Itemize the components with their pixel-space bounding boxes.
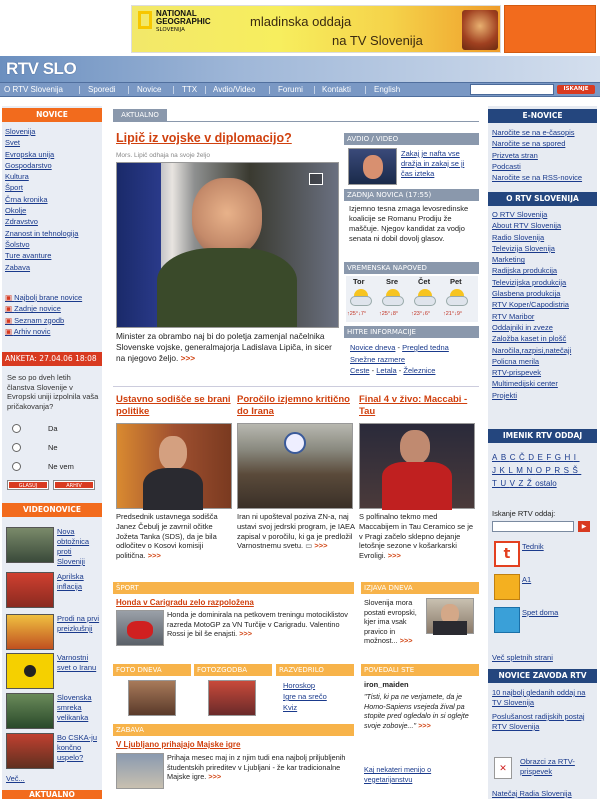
nav-forumi[interactable]: Forumi: [278, 85, 303, 94]
story-3-title[interactable]: Final 4 v živo: Maccabi - Tau: [359, 394, 468, 417]
story-1-photo[interactable]: [116, 423, 232, 509]
povedali-header: POVEDALI STE: [361, 664, 479, 676]
foto-dneva-header: FOTO DNEVA: [113, 664, 191, 676]
letter-ostalo[interactable]: ostalo: [535, 479, 557, 488]
arrow-icon: ▣: [5, 326, 14, 336]
imenik-search-input[interactable]: [492, 521, 574, 532]
quick-zeleznice[interactable]: Železnice: [403, 366, 436, 375]
cat-slovenija[interactable]: Slovenija: [5, 127, 36, 136]
advert-banner[interactable]: [131, 5, 501, 53]
nav-novice[interactable]: Novice: [137, 85, 162, 94]
letter-z[interactable]: Z: [518, 479, 527, 488]
sport-more[interactable]: >>>: [239, 629, 252, 639]
zabava-photo[interactable]: [116, 753, 164, 789]
story-1-text: Predsednik ustavnega sodišča Janez Čebulj je zavrnil očitke Jožeta Tanka (SDS), da je bila odločitev o Kosovi komisiji politična. >>>: [116, 512, 218, 561]
poll-option-ne: Ne: [48, 443, 58, 452]
search-button[interactable]: ISKANJE: [557, 85, 595, 94]
link-prizveta[interactable]: Prizveta stran: [492, 150, 538, 160]
advert-orange-box[interactable]: [504, 5, 596, 53]
ng-subtitle: SLOVENIJA: [156, 27, 185, 33]
cat-sport[interactable]: Šport: [5, 183, 23, 193]
weather-day-3: Čet: [418, 277, 431, 286]
photo-uniform: [157, 248, 297, 328]
letter-z-caron[interactable]: Ž: [526, 479, 536, 488]
letter-i[interactable]: I: [573, 453, 580, 462]
national-geographic-logo: [134, 8, 214, 52]
story-2-photo[interactable]: [237, 423, 353, 509]
main-nav: O RTV Slovenija | Sporedi | Novice | TTX | Avdio/Video | Forumi | Kontakti | English: [0, 82, 600, 97]
cat-ture[interactable]: Ture avanture: [5, 251, 52, 261]
story-3-more[interactable]: >>>: [387, 551, 401, 561]
letter-u[interactable]: U: [500, 479, 510, 488]
povedali-link[interactable]: Kaj nekateri menijo o vegetarijanstvu: [364, 765, 432, 784]
video-thumb-4[interactable]: [6, 653, 54, 689]
imenik-search-button[interactable]: ▶: [578, 521, 590, 532]
video-thumb-6[interactable]: [6, 733, 54, 769]
cat-eu[interactable]: Evropska unija: [5, 149, 55, 159]
letter-c[interactable]: C: [509, 453, 519, 462]
latest-news-text: Izjemno tesna zmaga levosredinske koalicije se Romanu Prodiju že maščuje. Njegov kandidat za vodjo senata ni dobil dovolj glasov.: [349, 204, 469, 243]
sport-text: Honda je dominirala na petkovem treningu motociklistov razreda MotoGP za VN Turčije v Carigradu. Valentino Rossi je bil še enajsti. >>>: [167, 610, 348, 639]
quick-info-header: HITRE INFORMACIJE: [344, 326, 479, 338]
weather-day-4: Pet: [450, 277, 462, 286]
povedali-more[interactable]: >>>: [418, 720, 431, 730]
sport-title[interactable]: Honda v Carigradu zelo razpoložena: [116, 598, 254, 607]
video-link-6[interactable]: Bo CSKA-ju končno uspelo?: [57, 733, 98, 762]
novice-zavoda-4[interactable]: Natečaj Radia Slovenija: [492, 789, 572, 798]
imenik-search-label: Iskanje RTV oddaj:: [492, 509, 556, 518]
letter-o[interactable]: O: [535, 466, 546, 475]
letter-g[interactable]: G: [554, 453, 565, 462]
link-about-7[interactable]: Glasbena produkcija: [492, 289, 561, 299]
video-icon: ▭: [305, 541, 315, 551]
sub-arhiv[interactable]: ▣ Arhiv novic: [5, 326, 51, 336]
letter-m[interactable]: M: [516, 466, 527, 475]
link-about-9[interactable]: RTV Maribor: [492, 311, 535, 321]
video-thumb-3[interactable]: [6, 614, 54, 650]
tednik-logo-icon[interactable]: t: [494, 541, 520, 567]
novice-header: NOVICE: [2, 108, 102, 122]
cat-svet[interactable]: Svet: [5, 138, 21, 148]
audio-video-header: AVDIO / VIDEO: [344, 133, 479, 145]
main-story-photo[interactable]: [116, 162, 339, 328]
enovice-list: [492, 127, 596, 183]
link-spored[interactable]: Naročite se na spored: [492, 139, 566, 149]
povedali-text: "Tisti, ki pa ne verjamete, da je Homo-Sapiens vsejeda žival pa stopite pred ogledalo in si oglejte svoje zobovje..." >>>: [364, 692, 469, 730]
search-input[interactable]: [470, 84, 554, 95]
foto-dneva-photo[interactable]: [128, 680, 176, 716]
link-about-13[interactable]: Policna merila: [492, 356, 540, 366]
sport-header: ŠPORT: [113, 582, 354, 594]
zabava-more[interactable]: >>>: [208, 772, 222, 782]
novice-zavoda-1[interactable]: 10 najbolj gledanih oddaj na TV Slovenija: [492, 688, 586, 707]
a1-logo-icon[interactable]: [494, 574, 520, 600]
quick-info-links: Novice dneva - Pregled tedna Snežne razmere Ceste - Letala - Železnice: [350, 343, 449, 375]
letter-t[interactable]: T: [492, 479, 501, 488]
letter-v[interactable]: V: [509, 479, 519, 488]
novice-zavoda-2[interactable]: Poslušanost radijskih postaj RTV Slovenija: [492, 712, 585, 731]
izjava-photo[interactable]: [426, 598, 474, 634]
more-websites-link[interactable]: Več spletnih strani: [492, 653, 553, 662]
divider: [113, 386, 479, 387]
sub-zadnje-novice[interactable]: ▣ Zadnje novice: [5, 304, 61, 314]
poll-option-da-radio[interactable]: [12, 424, 21, 433]
o-rtv-list: [492, 209, 596, 401]
letter-n[interactable]: N: [526, 466, 536, 475]
audio-video-link[interactable]: Zakaj je nafta vse dražja in zakaj se ji čas izteka: [401, 149, 465, 178]
weather-temp-4: ↑21°↓9°: [443, 311, 463, 317]
show-spet-doma[interactable]: Spet doma: [522, 608, 559, 617]
video-link-4[interactable]: Varnostni svet o Iranu: [57, 653, 97, 672]
news-category-list: [5, 126, 101, 273]
video-thumb-5[interactable]: [6, 693, 54, 729]
banner-text-2: na TV Slovenija: [332, 33, 423, 48]
weather-panel: [346, 276, 478, 322]
sun-cloud-icon: [350, 287, 374, 307]
video-thumb-2[interactable]: [6, 572, 54, 608]
cat-okolje[interactable]: Okolje: [5, 206, 27, 216]
letter-d[interactable]: D: [528, 453, 538, 462]
arrow-icon: ▣: [5, 304, 15, 314]
link-about-15[interactable]: Multimedijski center: [492, 379, 558, 389]
quick-letala[interactable]: Letala: [376, 366, 397, 375]
letter-index: [492, 451, 596, 490]
link-about-6[interactable]: Televizijska produkcija: [492, 277, 567, 287]
show-tednik[interactable]: Tednik: [522, 542, 544, 551]
enovice-header: E-NOVICE: [488, 109, 597, 123]
rtvslo-logo[interactable]: RTV SLO: [6, 59, 77, 78]
zabava-title[interactable]: V Ljubljano prihajajo Majske igre: [116, 740, 241, 749]
poll-header: ANKETA: 27.04.06 18:08: [2, 352, 102, 366]
razvedrilo-header: RAZVEDRILO: [276, 664, 354, 676]
letter-p[interactable]: P: [545, 466, 555, 475]
video-more-link[interactable]: Več...: [6, 774, 25, 783]
poll-option-nevem-radio[interactable]: [12, 462, 21, 471]
yellow-frame-icon: [138, 11, 152, 29]
zabava-text: Prihaja mesec maj in z njim tudi ena najbolj priljubljenih študentskih prireditev v Ljubljani - že kar tradicionalne Majske igre. >>>: [167, 753, 346, 782]
nav-o-rtv[interactable]: O RTV Slovenija: [4, 85, 63, 94]
link-about-12[interactable]: Naročila,razpisi,natečaji: [492, 345, 572, 355]
tab-aktualno[interactable]: AKTUALNO: [113, 109, 167, 121]
nav-english[interactable]: English: [374, 85, 401, 94]
video-link-1[interactable]: Nova obtožnica proti Sloveniji: [57, 527, 90, 566]
poll-archive-button[interactable]: ARHIV: [54, 481, 94, 489]
nav-avdio-video[interactable]: Avdio/Video: [213, 85, 256, 94]
letter-a[interactable]: A: [492, 453, 501, 462]
nav-ttx[interactable]: TTX: [182, 85, 198, 94]
story-2-more[interactable]: >>>: [314, 541, 328, 551]
weather-temp-3: ↑23°↓6°: [411, 311, 431, 317]
izjava-text: Slovenija mora postati evropski, kjer ima vsak pravico in možnost... >>>: [364, 598, 417, 646]
imenik-header: IMENIK RTV ODDAJ: [488, 429, 597, 443]
quick-novice-dneva[interactable]: Novice dneva: [350, 343, 396, 352]
arrow-icon: ▣: [5, 315, 15, 325]
letter-j[interactable]: J: [492, 466, 500, 475]
cat-kultura[interactable]: Kultura: [5, 172, 29, 182]
tab-divider: [113, 121, 479, 122]
novice-zavoda-3[interactable]: Obrazci za RTV-prispevek: [520, 757, 575, 776]
cat-zabava[interactable]: Zabava: [5, 262, 31, 272]
nav-kontakti[interactable]: Kontakti: [322, 85, 351, 94]
sun-cloud-icon: [414, 287, 438, 307]
story-1-more[interactable]: >>>: [147, 551, 161, 561]
letter-b[interactable]: B: [500, 453, 510, 462]
letter-e[interactable]: E: [537, 453, 547, 462]
poll-question: Se so po dveh letih članstva Slovenije v Evropski uniji izpolnila vaša pričakovanja?: [7, 373, 99, 411]
weather-temp-1: ↑25°↓7°: [347, 311, 367, 317]
weather-header: VREMENSKA NAPOVED: [344, 262, 479, 274]
quick-ceste[interactable]: Ceste: [350, 366, 370, 375]
iaea-logo-icon: [284, 432, 306, 454]
banner-text-1: mladinska oddaja: [250, 14, 352, 29]
video-thumb-1[interactable]: [6, 527, 54, 563]
cat-solstvo[interactable]: Šolstvo: [5, 239, 30, 249]
main-story-more[interactable]: >>>: [180, 353, 196, 363]
spet-doma-logo-icon[interactable]: [494, 607, 520, 633]
video-link-2[interactable]: Aprilska inflacija: [57, 572, 84, 591]
story-3-photo[interactable]: [359, 423, 475, 509]
sub-najbolj-brane[interactable]: ▣ Najbolj brane novice: [5, 293, 83, 302]
cat-zdravstvo[interactable]: Zdravstvo: [5, 217, 38, 227]
link-about-3[interactable]: Televizija Slovenija: [492, 243, 555, 253]
form-document-icon: ✕: [494, 757, 512, 779]
letter-k[interactable]: K: [499, 466, 509, 475]
letter-h[interactable]: H: [564, 453, 574, 462]
weather-temp-2: ↑25°↓8°: [379, 311, 399, 317]
arrow-icon: ▣: [5, 293, 15, 302]
story-1-title[interactable]: Ustavno sodišče se brani politike: [116, 394, 231, 417]
novice-zavoda-header: NOVICE ZAVODA RTV: [488, 669, 597, 683]
video-link-3[interactable]: Prodi na prvi preizkušnji: [57, 614, 100, 633]
link-about-11[interactable]: Založba kaset in plošč: [492, 334, 567, 344]
cat-crna-kronika[interactable]: Črna kronika: [5, 194, 48, 204]
sport-photo[interactable]: [116, 610, 164, 646]
sub-seznam-zgodb[interactable]: ▣ Seznam zgodb: [5, 315, 65, 325]
link-about-0[interactable]: O RTV Slovenija: [492, 210, 548, 219]
weather-day-2: Sre: [386, 277, 399, 286]
zabava-header: ZABAVA: [113, 724, 354, 736]
letter-c-caron[interactable]: Č: [518, 453, 529, 462]
fotozgodba-header: FOTOZGODBA: [194, 664, 272, 676]
main-story-title[interactable]: Lipič iz vojske v diplomacijo?: [116, 131, 292, 145]
video-link-5[interactable]: Slovenska smreka velikanka: [57, 693, 92, 722]
link-igre-na-sreco[interactable]: Igre na srečo: [283, 692, 327, 701]
news-sub-list: [5, 292, 101, 337]
link-rss[interactable]: Naročite se na RSS-novice: [492, 173, 583, 183]
link-about-4[interactable]: Marketing: [492, 255, 525, 265]
banner-photo: [462, 10, 498, 50]
link-about-16[interactable]: Projekti: [492, 390, 518, 400]
videonovice-header: VIDEONOVICE: [2, 503, 102, 517]
show-a1[interactable]: A1: [522, 575, 532, 584]
razvedrilo-links: [283, 680, 327, 713]
main-story-text: Minister za obrambo naj bi do poletja zamenjal načelnika Slovenske vojske, generalmajorja Ladislava Lipiča, in sicer na njegovo željo. >>>: [116, 331, 332, 363]
poll-vote-button[interactable]: GLASUJ: [8, 481, 48, 489]
letter-r[interactable]: R: [554, 466, 564, 475]
link-about-2[interactable]: Radio Slovenija: [492, 232, 545, 242]
link-about-5[interactable]: Radijska produkcija: [492, 266, 558, 276]
thumb-face: [363, 155, 383, 179]
izjava-more[interactable]: >>>: [399, 636, 413, 646]
izjava-header: IZJAVA DNEVA: [361, 582, 479, 594]
o-rtv-header: O RTV SLOVENIJA: [488, 192, 597, 206]
link-e-casopis[interactable]: Naročite se na e-časopis: [492, 128, 575, 137]
latest-news-header: ZADNJA NOVICA (17:55): [344, 189, 479, 201]
link-about-1[interactable]: About RTV Slovenija: [492, 221, 562, 231]
letter-f[interactable]: F: [546, 453, 555, 462]
story-2-text: Iran ni upošteval poziva ZN-a, naj ustavi svoj jedrski program, je IAEA zapisal v poročilu, ki ga je predložil Varnostnemu svetu. ▭ >>>: [237, 512, 355, 551]
main-story-caption: Mors. Lipič odhaja na svoje željo: [116, 152, 210, 159]
link-podcasti[interactable]: Podcasti: [492, 161, 521, 171]
expand-icon[interactable]: [309, 173, 323, 185]
poll-option-nevem: Ne vem: [48, 462, 74, 471]
letter-l[interactable]: L: [508, 466, 517, 475]
cat-gospodarstvo[interactable]: Gospodarstvo: [5, 160, 52, 170]
quick-pregled-tedna[interactable]: Pregled tedna: [402, 343, 449, 352]
photo-face: [192, 178, 262, 256]
nav-sporedi[interactable]: Sporedi: [88, 85, 116, 94]
link-horoskop[interactable]: Horoskop: [283, 681, 316, 690]
link-about-8[interactable]: RTV Koper/Capodistria: [492, 300, 569, 310]
sun-cloud-icon: [446, 287, 470, 307]
povedali-user: iron_maiden: [364, 680, 409, 689]
link-kviz[interactable]: Kviz: [283, 703, 298, 712]
cat-znanost[interactable]: Znanost in tehnologija: [5, 228, 79, 238]
quick-snezne-razmere[interactable]: Snežne razmere: [350, 354, 406, 364]
link-about-10[interactable]: Oddajniki in zveze: [492, 322, 553, 332]
letter-s[interactable]: S: [563, 466, 573, 475]
sun-cloud-icon: [382, 287, 406, 307]
fotozgodba-photo[interactable]: [208, 680, 256, 716]
story-3-text: S polfinalno tekmo med Maccabijem in Tau Ceramico se je v Pragi začelo sklepno dejanje letošnje sezone v košarkarski Evroligi. >>>: [359, 512, 474, 561]
story-2-title[interactable]: Poročilo izjemno kritično do Irana: [237, 394, 350, 417]
weather-day-1: Tor: [353, 277, 365, 286]
link-about-14[interactable]: RTV-prispevek: [492, 368, 542, 378]
logo-bar: [0, 56, 600, 82]
poll-option-ne-radio[interactable]: [12, 443, 21, 452]
letter-s-caron[interactable]: Š: [572, 466, 582, 475]
ng-title: NATIONAL GEOGRAPHIC: [156, 9, 211, 26]
audio-video-thumb[interactable]: [348, 148, 397, 185]
aktualno-footer-header: AKTUALNO: [2, 790, 102, 799]
poll-option-da: Da: [48, 424, 58, 433]
